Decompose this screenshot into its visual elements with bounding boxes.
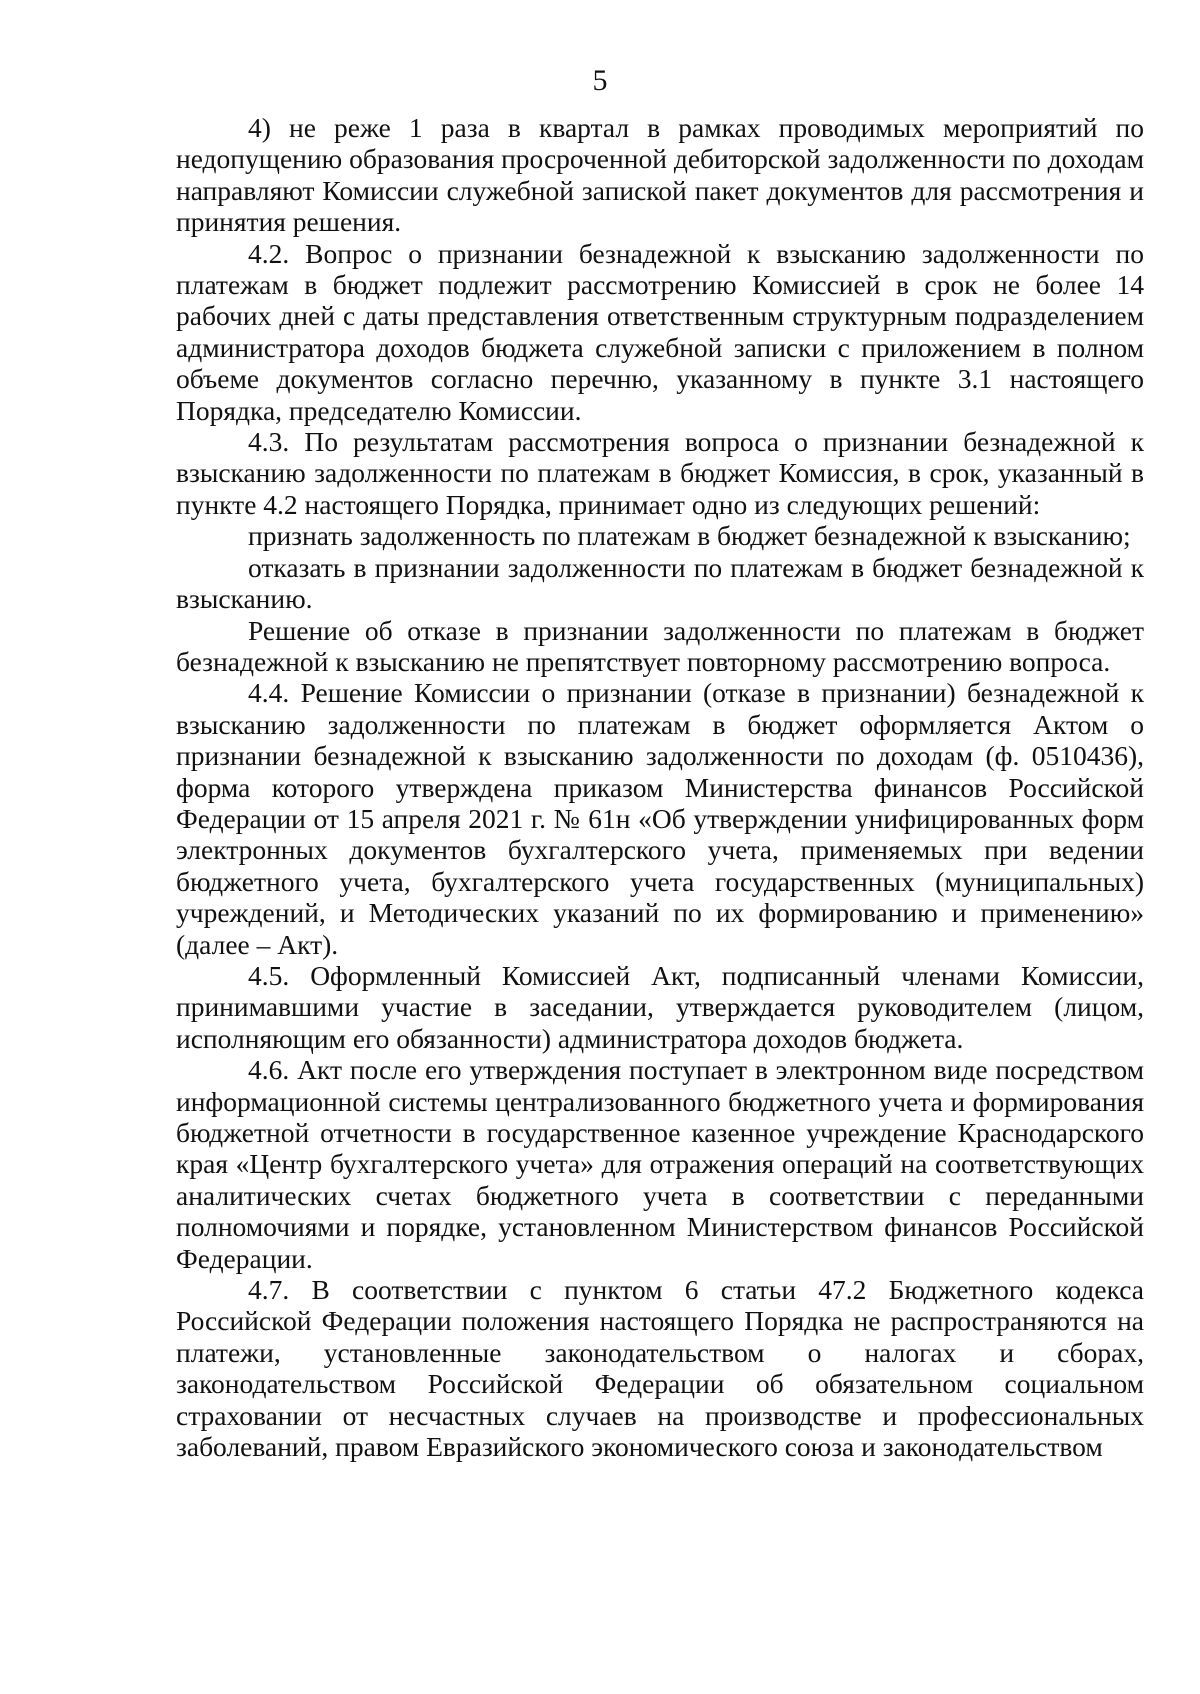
paragraph-4-5: 4.5. Оформленный Комиссией Акт, подписанный членами Комиссии, принимавшими участие в заседании, утверждается руководителем (лицом, исполняющим его обязанности) администратора доходов бюджета. — [176, 959, 1144, 1054]
paragraph-refusal-note: Решение об отказе в признании задолженности по платежам в бюджет безнадежной к взысканию не препятствует повторному рассмотрению вопроса. — [176, 614, 1144, 677]
paragraph-4-4: 4.4. Решение Комиссии о признании (отказе в признании) безнадежной к взысканию задолженности по платежам в бюджет оформляется Актом о признании безнадежной к взысканию задолженности по доходам (ф. 0510436), форма которого утверждена приказом Министерства финансов Российской Федерации от 15 апреля 2021 г. № 61н «Об утверждении унифицированных форм электронных документов бухгалтерского учета, применяемых при ведении бюджетного учета, бухгалтерского учета государственных (муниципальных) учреждений, и Методических указаний по их формированию и применению» (далее – Акт). — [176, 677, 1144, 960]
document-body — [176, 112, 1144, 1462]
decision-option-refuse: отказать в признании задолженности по платежам в бюджет безнадежной к взысканию. — [176, 551, 1144, 615]
paragraph-4-7: 4.7. В соответствии с пунктом 6 статьи 47.2 Бюджетного кодекса Российской Федерации положения настоящего Порядка не распространяются на платежи, установленные законодательством о налогах и сборах, законодательством Российской Федерации об обязательном социальном страховании от несчастных случаев на производстве и профессиональных заболеваний, правом Евразийского экономического союза и законодательством — [176, 1274, 1144, 1463]
paragraph-4-1-item-4: 4) не реже 1 раза в квартал в рамках проводимых мероприятий по недопущению образования просроченной дебиторской задолженности по доходам направляют Комиссии служебной запиской пакет документов для рассмотрения и принятия решения. — [176, 112, 1144, 238]
paragraph-4-2: 4.2. Вопрос о признании безнадежной к взысканию задолженности по платежам в бюджет подлежит рассмотрению Комиссией в срок не более 14 рабочих дней с даты представления ответственным структурным подразделением администратора доходов бюджета служебной записки с приложением в полном объеме документов согласно перечню, указанному в пункте 3.1 настоящего Порядка, председателю Комиссии. — [176, 237, 1144, 426]
paragraph-4-3: 4.3. По результатам рассмотрения вопроса о признании безнадежной к взысканию задолженности по платежам в бюджет Комиссия, в срок, указанный в пункте 4.2 настоящего Порядка, принимает одно из следующих решений: — [176, 426, 1144, 520]
page-number: 5 — [592, 64, 608, 97]
paragraph-4-6: 4.6. Акт после его утверждения поступает в электронном виде посредством информационной системы централизованного бюджетного учета и формирования бюджетной отчетности в государственное казенное учреждение Краснодарского края «Центр бухгалтерского учета» для отражения операций на соответствующих аналитических счетах бюджетного учета в соответствии с переданными полномочиями и порядке, установленном Министерством финансов Российской Федерации. — [176, 1054, 1144, 1274]
decision-option-accept: признать задолженность по платежам в бюджет безнадежной к взысканию; — [248, 520, 1131, 552]
